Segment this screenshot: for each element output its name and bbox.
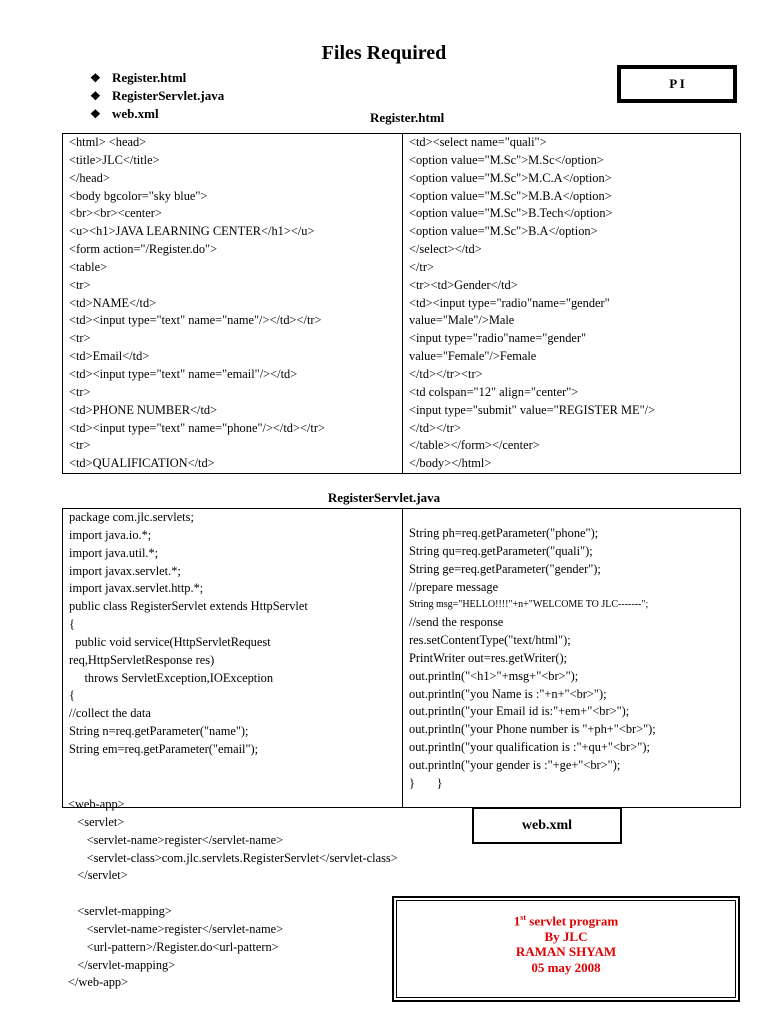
code-line: <table>: [69, 259, 108, 274]
code-line: //prepare message: [409, 579, 499, 594]
code-line: </head>: [69, 170, 110, 185]
code-line: [68, 885, 398, 903]
code-line: out.println("you Name is :"+n+"<br>");: [409, 686, 607, 701]
code-line: String msg="HELLO!!!!"+n+"WELCOME TO JLC-------";: [409, 599, 649, 611]
code-line: String ph=req.getParameter("phone");: [409, 526, 599, 540]
code-line: <input type="radio"name="gender": [409, 331, 587, 346]
credit-line-1: 1st servlet program: [513, 913, 619, 929]
register-html-heading: Register.html: [370, 110, 445, 125]
code-line: } }: [409, 775, 443, 790]
code-line: <servlet-name>register</servlet-name>: [68, 832, 284, 847]
code-line: <td><input type="text" name="name"/></td></tr>: [69, 313, 322, 328]
credit-line-3: RAMAN SHYAM: [515, 944, 617, 960]
code-line: String em=req.getParameter("email");: [69, 741, 259, 756]
code-line: <tr>: [69, 438, 91, 453]
code-line: String ge=req.getParameter("gender");: [409, 561, 601, 576]
register-html-left-col: [63, 134, 403, 474]
code-line: <tr><td>Gender</td>: [409, 277, 518, 292]
code-line: <input type="submit" value="REGISTER ME"/>: [409, 402, 656, 417]
pi-box: P I: [617, 65, 737, 103]
code-line: <td>QUALIFICATION</td>: [69, 456, 215, 471]
code-line: {: [69, 617, 75, 632]
code-line: <td>Email</td>: [69, 349, 150, 364]
web-xml-code: [68, 796, 398, 992]
code-line: out.println("your gender is :"+ge+"<br>");: [409, 757, 621, 772]
code-line: import java.io.*;: [69, 527, 152, 542]
code-line: value="Male"/>Male: [409, 313, 515, 328]
code-line: PrintWriter out=res.getWriter();: [409, 650, 568, 665]
code-line: <web-app>: [68, 797, 125, 811]
credit-line-2: By JLC: [544, 928, 588, 944]
code-line: <option value="M.Sc">M.Sc</option>: [409, 152, 604, 167]
code-line: </table></form></center>: [409, 438, 540, 453]
code-line: <tr>: [69, 277, 91, 292]
code-line: <td><input type="text" name="phone"/></td></tr>: [69, 420, 325, 435]
register-servlet-heading: RegisterServlet.java: [327, 490, 441, 505]
code-line: </td></tr>: [409, 420, 462, 435]
code-line: </body></html>: [409, 456, 492, 471]
code-line: <td>PHONE NUMBER</td>: [69, 402, 218, 417]
code-line: <br><br><center>: [69, 206, 162, 221]
code-line: out.println("<h1>"+msg+"<br>");: [409, 668, 579, 683]
code-line: </servlet-mapping>: [68, 957, 176, 972]
code-line: {: [69, 688, 75, 703]
code-line: </select></td>: [409, 242, 482, 257]
code-line: <tr>: [69, 331, 91, 346]
code-line: <td><select name="quali">: [409, 135, 547, 149]
code-line: res.setContentType("text/html");: [409, 633, 571, 648]
credit-box: [392, 896, 740, 1002]
code-line: import javax.servlet.*;: [69, 563, 181, 578]
code-line: <td><input type="radio"name="gender": [409, 295, 610, 310]
code-line: <body bgcolor="sky blue">: [69, 188, 208, 203]
code-line: import java.util.*;: [69, 545, 159, 560]
bullet-icon: ❖: [90, 71, 101, 85]
register-servlet-code-table: [62, 508, 741, 808]
code-line: <html> <head>: [69, 135, 147, 149]
credit-text: [396, 900, 736, 998]
register-servlet-right-col: [403, 509, 741, 808]
code-line: <td>NAME</td>: [69, 295, 157, 310]
code-line: <title>JLC</title>: [69, 152, 160, 167]
code-line: </tr>: [409, 259, 434, 274]
code-line: </td></tr><tr>: [409, 366, 483, 381]
code-line: </web-app>: [68, 975, 129, 990]
code-line: public class RegisterServlet extends HttpServlet: [69, 599, 308, 614]
code-line: String qu=req.getParameter("quali");: [409, 543, 593, 558]
files-required-list: [90, 69, 224, 123]
code-line: <option value="M.Sc">M.B.A</option>: [409, 188, 612, 203]
code-line: <td><input type="text" name="email"/></td>: [69, 366, 298, 381]
code-line: <u><h1>JAVA LEARNING CENTER</h1></u>: [69, 224, 315, 239]
code-line: <option value="M.Sc">M.C.A</option>: [409, 170, 612, 185]
code-line: <option value="M.Sc">B.A</option>: [409, 224, 598, 239]
code-line: <servlet-name>register</servlet-name>: [68, 921, 284, 936]
code-line: <tr>: [69, 384, 91, 399]
code-line: out.println("your Email id is:"+em+"<br>");: [409, 704, 630, 719]
code-line: <servlet>: [68, 814, 125, 829]
list-item: ❖ Register.html: [90, 70, 187, 85]
code-line: out.println("your qualification is :"+qu+"<br>");: [409, 740, 650, 755]
register-html-code-table: [62, 133, 741, 474]
code-line: <td colspan="12" align="center">: [409, 384, 579, 399]
code-line: out.println("your Phone number is "+ph+"<br>");: [409, 722, 656, 737]
credit-line-4: 05 may 2008: [531, 959, 601, 975]
code-line: <servlet-mapping>: [68, 904, 172, 919]
bullet-icon: ❖: [90, 89, 101, 103]
code-line: value="Female"/>Female: [409, 349, 537, 364]
page-title: Files Required: [321, 42, 447, 64]
code-line: public void service(HttpServletRequest: [69, 634, 271, 649]
list-item: ❖ RegisterServlet.java: [90, 88, 225, 103]
code-line: throws ServletException,IOException: [69, 670, 274, 685]
code-line: <url-pattern>/Register.do<url-pattern>: [68, 939, 279, 954]
bullet-icon: ❖: [90, 107, 101, 121]
code-line: <form action="/Register.do">: [69, 242, 218, 257]
code-line: //send the response: [409, 615, 504, 630]
register-html-right-col: [403, 134, 741, 474]
web-xml-label-box: web.xml: [472, 807, 622, 844]
code-line: <servlet-class>com.jlc.servlets.RegisterServlet</servlet-class>: [68, 850, 398, 865]
code-line: <option value="M.Sc">B.Tech</option>: [409, 206, 613, 221]
code-line: import javax.servlet.http.*;: [69, 581, 204, 596]
list-item: ❖ web.xml: [90, 106, 159, 121]
code-line: //collect the data: [69, 706, 151, 721]
code-line: package com.jlc.servlets;: [69, 510, 194, 524]
code-line: </servlet>: [68, 868, 128, 883]
code-line: req,HttpServletResponse res): [69, 652, 215, 667]
register-servlet-left-col: [63, 509, 403, 808]
code-line: String n=req.getParameter("name");: [69, 724, 249, 739]
